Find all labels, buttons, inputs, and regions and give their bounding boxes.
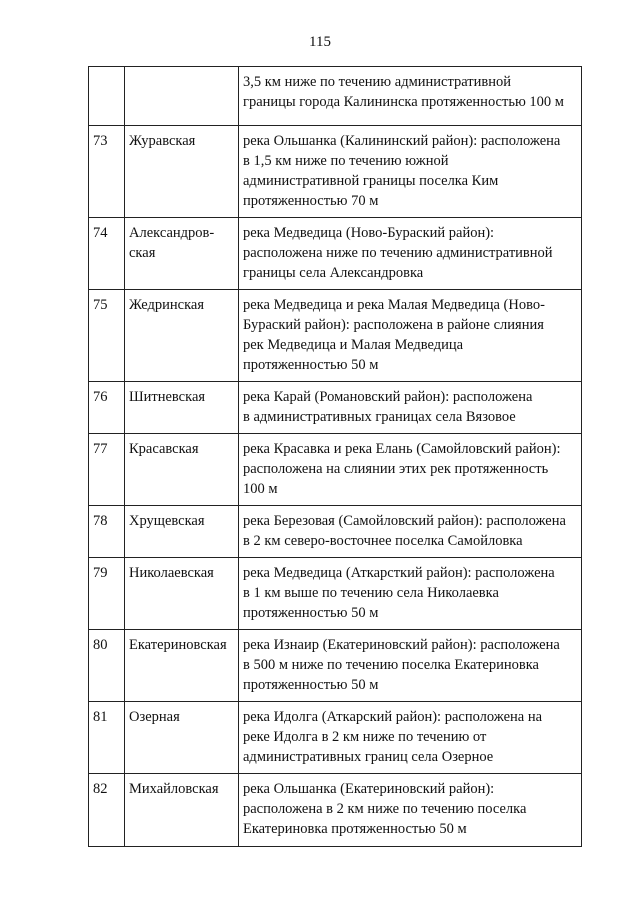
row-number-cell: 75 xyxy=(89,290,125,382)
row-number-cell: 77 xyxy=(89,434,125,506)
name-line: Михайловская xyxy=(129,781,219,797)
description-line: в 500 м ниже по течению поселка Екатериновка xyxy=(243,657,539,673)
page-number: 115 xyxy=(309,34,331,50)
table-row xyxy=(89,558,582,630)
description-line: рек Медведица и Малая Медведица xyxy=(243,337,464,353)
row-name-cell xyxy=(125,558,239,630)
table-row-continuation xyxy=(89,67,582,126)
row-name-cell xyxy=(125,382,239,434)
row-description-cell xyxy=(239,126,582,218)
description-line: Бураский район): расположена в районе слияния xyxy=(243,317,544,333)
description-line: река Ольшанка (Калининский район): расположена xyxy=(243,133,561,149)
row-name-cell xyxy=(125,126,239,218)
name-line: Екатериновская xyxy=(129,637,227,653)
description-line: 100 м xyxy=(243,481,278,497)
row-name-cell xyxy=(125,290,239,382)
row-number-cell: 82 xyxy=(89,774,125,847)
description-line: река Карай (Романовский район): расположена xyxy=(243,389,533,405)
row-description-cell xyxy=(239,218,582,290)
row-number-cell: 80 xyxy=(89,630,125,702)
row-description-cell xyxy=(239,630,582,702)
description-line: в административных границах села Вязовое xyxy=(243,409,516,425)
description-line: расположена в 2 км ниже по течению поселка xyxy=(243,801,527,817)
description-line: расположена ниже по течению административной xyxy=(243,245,553,261)
table-row xyxy=(89,382,582,434)
row-description-cell xyxy=(239,558,582,630)
description-line: в 1 км выше по течению села Николаевка xyxy=(243,585,499,601)
table-row xyxy=(89,702,582,774)
row-description-cell xyxy=(239,382,582,434)
name-line: Хрущевская xyxy=(129,513,205,529)
description-line: река Изнаир (Екатериновский район): расположена xyxy=(243,637,560,653)
name-line: Шитневская xyxy=(129,389,206,405)
description-line: река Ольшанка (Екатериновский район): xyxy=(243,781,495,797)
description-line: расположена на слиянии этих рек протяженность xyxy=(243,461,549,477)
description-line: река Красавка и река Елань (Самойловский район): xyxy=(243,441,561,457)
description-line: административных границ села Озерное xyxy=(243,749,494,765)
name-line: Журавская xyxy=(129,133,196,149)
row-description-cell xyxy=(239,506,582,558)
name-line: Озерная xyxy=(129,709,180,725)
description-line: река Медведица (Ново-Бураский район): xyxy=(243,225,495,241)
name-line: Жедринская xyxy=(129,297,205,313)
description-line: протяженностью 50 м xyxy=(243,605,379,621)
description-line: в 2 км северо-восточнее поселка Самойловка xyxy=(243,533,523,549)
row-number-cell: 74 xyxy=(89,218,125,290)
row-description-cell xyxy=(239,290,582,382)
description-line: реке Идолга в 2 км ниже по течению от xyxy=(243,729,487,745)
table-row xyxy=(89,774,582,847)
row-name-cell xyxy=(125,506,239,558)
row-number-cell: 73 xyxy=(89,126,125,218)
row-description-cell xyxy=(239,702,582,774)
description-line: река Медведица и река Малая Медведица (Ново- xyxy=(243,297,545,313)
description-line: в 1,5 км ниже по течению южной xyxy=(243,153,449,169)
description-line: 3,5 км ниже по течению административной xyxy=(243,74,511,90)
table-row xyxy=(89,434,582,506)
row-description-cell xyxy=(239,774,582,847)
description-line: Екатериновка протяженностью 50 м xyxy=(243,821,467,837)
row-name-cell xyxy=(125,702,239,774)
table-row xyxy=(89,506,582,558)
row-name-cell xyxy=(125,434,239,506)
description-line: река Идолга (Аткарский район): расположена на xyxy=(243,709,543,725)
row-name-cell xyxy=(125,774,239,847)
description-line: границы города Калининска протяженностью 100 м xyxy=(243,94,564,110)
row-name-cell xyxy=(125,218,239,290)
description-line: протяженностью 50 м xyxy=(243,677,379,693)
description-line: протяженностью 70 м xyxy=(243,193,379,209)
description-line: река Медведица (Аткарсткий район): расположена xyxy=(243,565,555,581)
row-number-cell: 81 xyxy=(89,702,125,774)
row-number-cell: 78 xyxy=(89,506,125,558)
name-line: Николаевская xyxy=(129,565,214,581)
table-row xyxy=(89,290,582,382)
description-line: протяженностью 50 м xyxy=(243,357,379,373)
name-line: Красавская xyxy=(129,441,199,457)
table-row xyxy=(89,218,582,290)
row-name-cell xyxy=(125,630,239,702)
row-number-cell: 76 xyxy=(89,382,125,434)
row-number-cell xyxy=(89,67,125,126)
table-row xyxy=(89,630,582,702)
row-description-cell xyxy=(239,67,582,126)
name-line: ская xyxy=(129,245,156,261)
description-line: река Березовая (Самойловский район): расположена xyxy=(243,513,566,529)
description-line: административной границы поселка Ким xyxy=(243,173,499,189)
row-description-cell xyxy=(239,434,582,506)
name-line: Александров- xyxy=(129,225,215,241)
row-number-cell: 79 xyxy=(89,558,125,630)
row-name-cell xyxy=(125,67,239,126)
table-row xyxy=(89,126,582,218)
description-line: границы села Александровка xyxy=(243,265,424,281)
water-areas-table xyxy=(88,66,582,847)
